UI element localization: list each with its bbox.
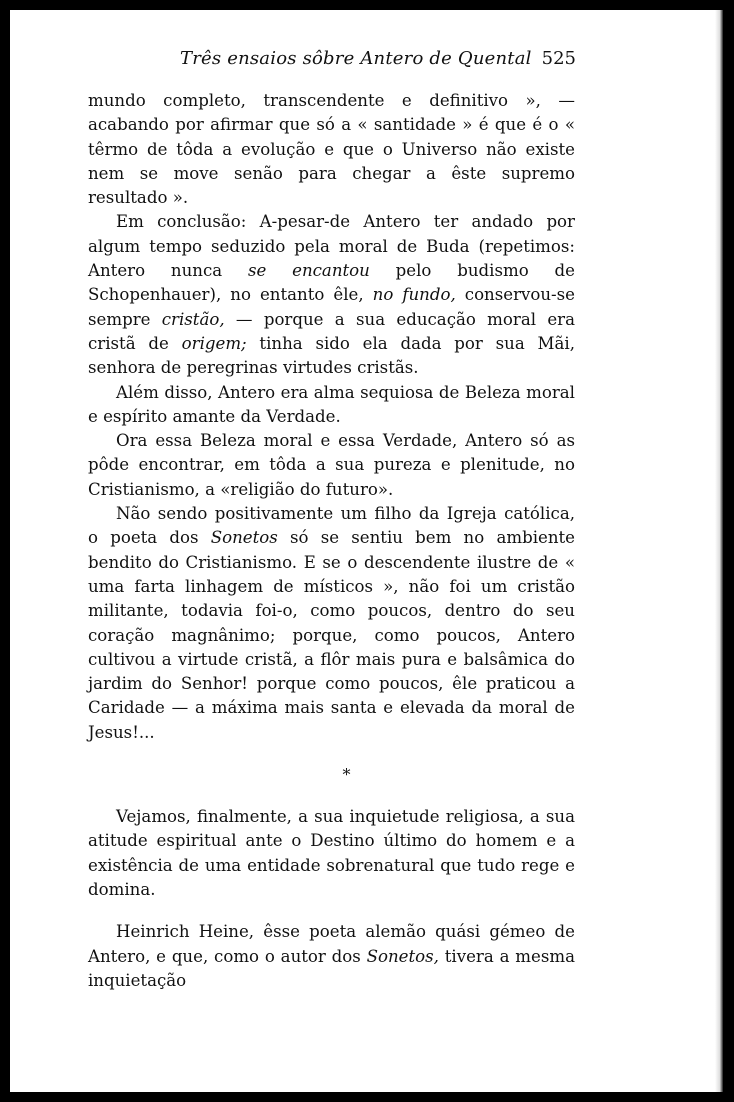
paragraph-7: [88, 920, 575, 993]
paragraph-2-italic-b: se encantou: [247, 261, 370, 281]
paragraph-1-text: mundo completo, transcendente e definitivo », — acabando por afirmar que só a « santidade » é que é o « têrmo de tôda a evolução e que o Universo não existe nem se move senão para chegar a êste supremo resultado ».: [88, 91, 575, 208]
paragraph-4-text: Ora essa Beleza moral e essa Verdade, Antero só as pôde encontrar, em tôda a sua pureza e plenitude, no Cristianismo, a «religião do futuro».: [88, 431, 575, 499]
paragraph-5-italic-b: Sonetos: [210, 528, 278, 548]
section-ornament: *: [342, 765, 351, 785]
page-edge-shadow: [715, 10, 723, 1092]
book-page: [10, 10, 723, 1092]
paragraph-7-text-a: Heinrich Heine, êsse poeta alemão quási gémeo de Antero, e que, como o autor dos: [88, 922, 575, 966]
paragraph-1: [88, 89, 575, 210]
spacer: [88, 902, 575, 920]
paragraph-2-text-g: — porque a sua educação moral era cristã de: [88, 309, 575, 353]
paragraph-6: [88, 805, 575, 902]
paragraph-2-italic-h: origem;: [181, 333, 247, 353]
paragraph-5-text-c: só se sentiu bem no ambiente bendito do Cristianismo. E se o descendente ilustre de « uma farta linhagem de místicos », não foi um cristão militante, todavia foi-o, como poucos, dentro do seu coração magnânimo; porque, como poucos, Antero cultivou a virtude cristã, a flôr mais pura e balsâmica do jardim do Senhor! porque como poucos, êle praticou a Caridade — a máxima mais santa e elevada da moral de Jesus!...: [88, 528, 575, 742]
paragraph-4: [88, 429, 575, 502]
spacer: [88, 795, 575, 805]
paragraph-3-text: Além disso, Antero era alma sequiosa de Beleza moral e espírito amante da Verdade.: [88, 382, 575, 426]
paragraph-2-italic-d: no fundo,: [372, 285, 456, 305]
paragraph-2: [88, 210, 575, 380]
paragraph-2-text-c: pelo budismo de Schopenhauer), no entanto êle,: [88, 261, 575, 305]
paragraph-7-italic-b: Sonetos,: [366, 946, 439, 966]
paragraph-2-text-a: Em conclusão: A-pesar-de Antero ter andado por algum tempo seduzido pela moral de Buda (repetimos: Antero nunca: [88, 212, 575, 281]
paragraph-6-text: Vejamos, finalmente, a sua inquietude religiosa, a sua atitude espiritual ante o Destino último do homem e a existência de uma entidade sobrenatural que tudo rege e domina.: [88, 807, 575, 899]
page-number: 525: [541, 48, 576, 69]
paragraph-7-text-c: tivera a mesma inquietação: [88, 946, 575, 990]
paragraph-3: [88, 381, 575, 430]
paragraph-5-text-a: Não sendo positivamente um filho da Igreja católica, o poeta dos: [88, 504, 575, 548]
paragraph-2-italic-f: cristão,: [161, 309, 225, 329]
page-body: [88, 89, 575, 993]
spacer: [88, 745, 575, 755]
paragraph-2-text-e: conservou-se sempre: [88, 285, 576, 329]
running-title: Três ensaios sôbre Antero de Quental: [180, 48, 532, 69]
paragraph-2-text-i: tinha sido ela dada por sua Mãi, senhora de peregrinas virtudes cristãs.: [88, 333, 575, 378]
page-header: [88, 46, 578, 74]
paragraph-5: [88, 502, 575, 745]
